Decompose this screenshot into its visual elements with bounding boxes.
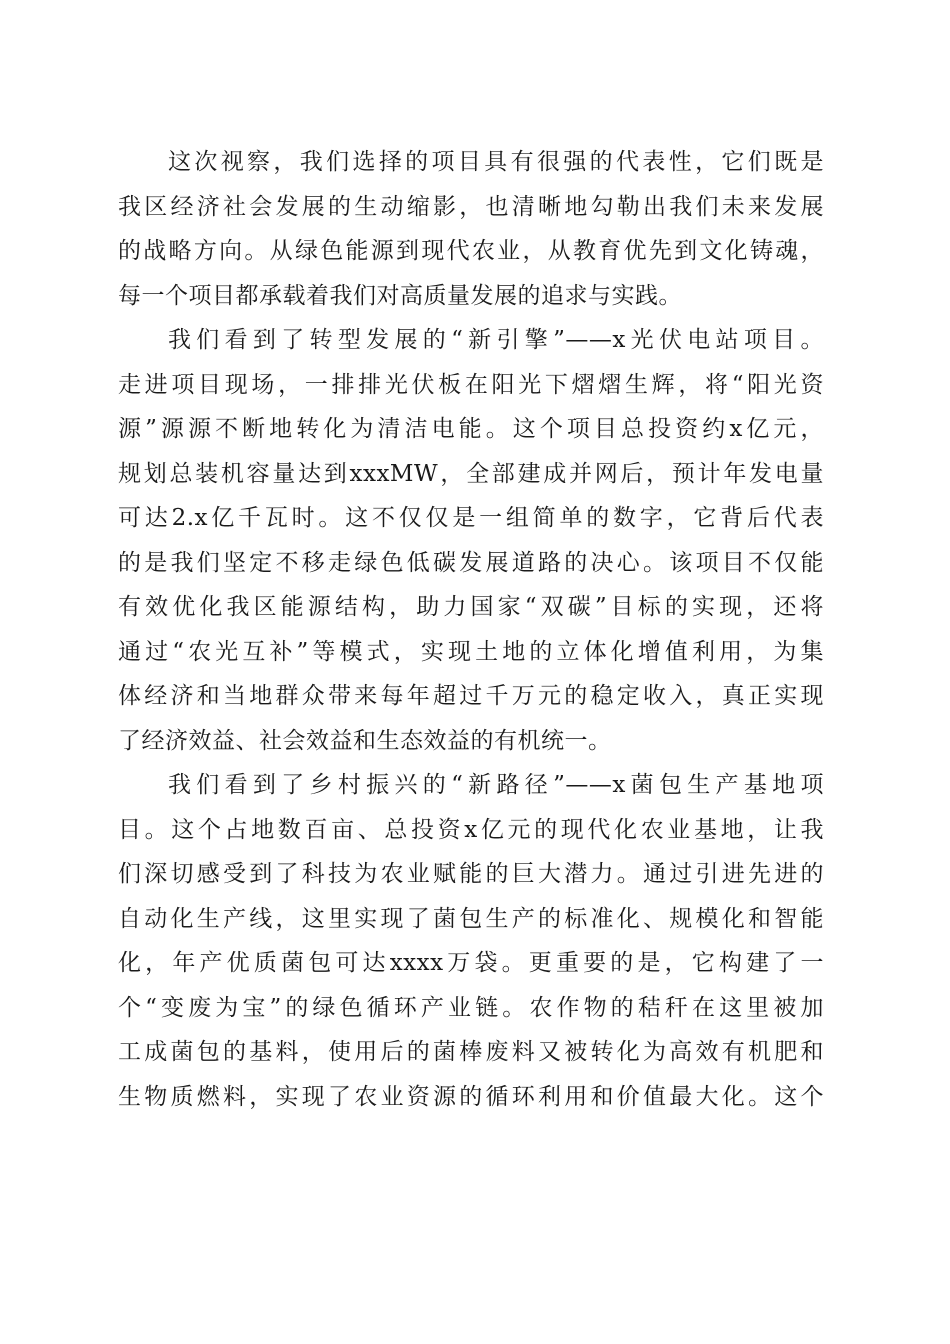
text-line: 自动化生产线，这里实现了菌包生产的标准化、规模化和智能 — [118, 905, 824, 932]
document-body — [118, 140, 824, 1119]
paragraph-3 — [118, 763, 824, 1119]
paragraph-1 — [118, 140, 824, 318]
text-line: 规划总装机容量达到xxxMW，全部建成并网后，预计年发电量 — [118, 460, 824, 487]
text-line: 们深切感受到了科技为农业赋能的巨大潜力。通过引进先进的 — [118, 861, 824, 887]
text-line: 工成菌包的基料，使用后的菌棒废料又被转化为高效有机肥和 — [118, 1039, 824, 1065]
text-line: 的是我们坚定不移走绿色低碳发展道路的决心。该项目不仅能 — [118, 549, 824, 576]
text-line: 我区经济社会发展的生动缩影，也清晰地勾勒出我们未来发展 — [118, 193, 824, 220]
text-line: 的战略方向。从绿色能源到现代农业，从教育优先到文化铸魂， — [118, 238, 824, 264]
text-line: 通过“农光互补”等模式，实现土地的立体化增值利用，为集 — [118, 638, 824, 665]
paragraph-2 — [118, 318, 824, 763]
text-line: 生物质燃料，实现了农业资源的循环利用和价值最大化。这个 — [118, 1083, 824, 1110]
text-line: 我们看到了乡村振兴的“新路径”——x菌包生产基地项 — [168, 772, 824, 798]
text-line: 化，年产优质菌包可达xxxx万袋。更重要的是，它构建了一 — [118, 950, 824, 976]
text-line: 源”源源不断地转化为清洁电能。这个项目总投资约x亿元， — [118, 416, 824, 442]
text-line: 走进项目现场，一排排光伏板在阳光下熠熠生辉，将“阳光资 — [118, 371, 824, 398]
text-line: 目。这个占地数百亩、总投资x亿元的现代化农业基地，让我 — [118, 816, 824, 843]
text-line: 个“变废为宝”的绿色循环产业链。农作物的秸秆在这里被加 — [118, 994, 824, 1021]
text-line: 可达2.x亿千瓦时。这不仅仅是一组简单的数字，它背后代表 — [118, 505, 824, 531]
text-line: 体经济和当地群众带来每年超过千万元的稳定收入，真正实现 — [118, 683, 824, 709]
text-line: 每一个项目都承载着我们对高质量发展的追求与实践。 — [118, 282, 682, 309]
text-line: 了经济效益、社会效益和生态效益的有机统一。 — [118, 727, 612, 754]
text-line: 我们看到了转型发展的“新引擎”——x光伏电站项目。 — [168, 327, 824, 353]
text-line: 有效优化我区能源结构，助力国家“双碳”目标的实现，还将 — [118, 594, 824, 620]
text-line: 这次视察，我们选择的项目具有很强的代表性，它们既是 — [168, 149, 824, 175]
